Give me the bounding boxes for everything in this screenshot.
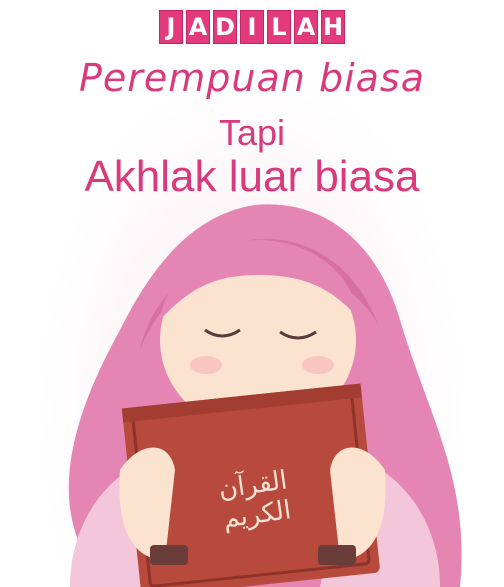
title-jadilah <box>0 10 504 44</box>
title-letter: H <box>321 10 345 44</box>
left-cuff <box>150 545 188 565</box>
right-cuff <box>318 545 356 565</box>
title-letter: L <box>267 10 291 44</box>
right-cheek <box>302 356 334 374</box>
title-letter: D <box>213 10 237 44</box>
title-letter: I <box>240 10 264 44</box>
left-cheek <box>190 356 222 374</box>
caption-line-1: Perempuan biasa <box>78 56 425 100</box>
caption-line-2: Tapi <box>218 112 286 153</box>
title-letter: J <box>159 10 183 44</box>
title-letter: A <box>186 10 210 44</box>
title-letter: A <box>294 10 318 44</box>
caption-line-3: Akhlak luar biasa <box>84 152 420 201</box>
book-calligraphy: القرآن الكريم <box>216 465 294 535</box>
